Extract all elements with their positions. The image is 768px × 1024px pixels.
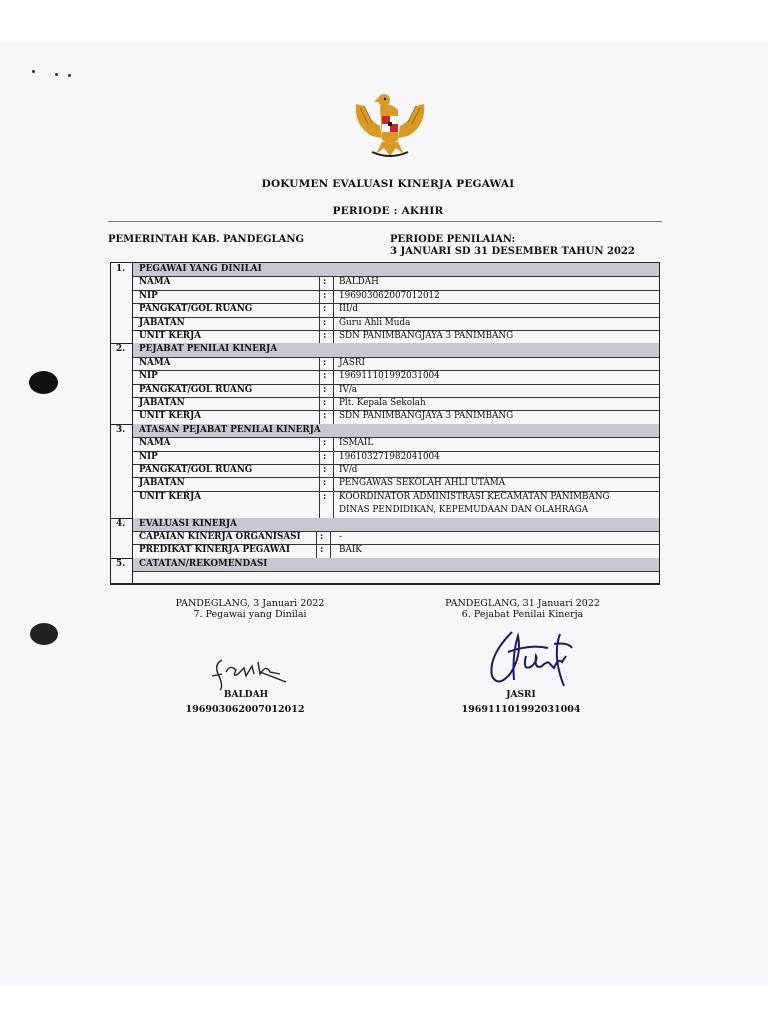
column-divider [319, 451, 320, 464]
section-title: CATATAN/REKOMENDASI [139, 558, 268, 569]
column-divider [333, 384, 334, 397]
section-number: 4. [116, 518, 126, 529]
field-label: NAMA [139, 357, 171, 368]
field-value: PENGAWAS SEKOLAH AHLI UTAMA [339, 478, 506, 489]
column-divider [333, 437, 334, 450]
field-colon: : [323, 451, 327, 462]
field-label: PANGKAT/GOL RUANG [139, 465, 253, 475]
signature-right-name: JASRI [506, 690, 536, 700]
column-divider [333, 464, 334, 477]
field-value: BALDAH [339, 277, 379, 288]
signature-right-role: 6. Pejabat Penilai Kinerja [461, 609, 584, 620]
column-divider [319, 437, 320, 450]
field-label: UNIT KERJA [139, 411, 202, 422]
signature-left-role: 7. Pegawai yang Dinilai [193, 609, 307, 620]
field-label: UNIT KERJA [139, 331, 202, 341]
institution-name: PEMERINTAH KAB. PANDEGLANG [108, 234, 305, 245]
row-divider [132, 571, 659, 572]
column-divider [319, 397, 320, 410]
page-margin-bottom [0, 986, 768, 1024]
signature-left-place-date: PANDEGLANG, 3 Januari 2022 [175, 598, 325, 609]
column-divider [333, 276, 334, 289]
number-column-divider [132, 263, 133, 584]
field-value: Plt. Kepala Sekolah [339, 398, 426, 408]
assessment-period-label: PERIODE PENILAIAN: [390, 234, 516, 245]
field-colon: : [323, 478, 327, 489]
signature-left-mark [208, 652, 288, 694]
field-value-line2: DINAS PENDIDIKAN, KEPEMUDAAN DAN OLAHRAGA [339, 505, 589, 516]
column-divider [316, 531, 317, 544]
document-title: DOKUMEN EVALUASI KINERJA PEGAWAI [261, 178, 515, 190]
column-divider [333, 410, 334, 423]
scan-speck [55, 73, 58, 76]
field-label: PREDIKAT KINERJA PEGAWAI [139, 545, 290, 556]
column-divider [319, 317, 320, 330]
signature-left-nip: 196903062007012012 [185, 704, 305, 715]
header-divider [108, 221, 662, 222]
row-divider [132, 437, 659, 438]
row-divider [132, 276, 659, 277]
field-value: Guru Ahli Muda [339, 317, 411, 328]
section-title: PEGAWAI YANG DINILAI [139, 264, 262, 274]
field-label: UNIT KERJA [139, 491, 202, 502]
field-colon: : [323, 290, 327, 301]
field-label: NIP [139, 371, 158, 382]
column-divider [319, 357, 320, 370]
field-value: 196911101992031004 [339, 371, 440, 382]
field-label: JABATAN [139, 398, 185, 408]
column-divider [319, 370, 320, 383]
column-divider [316, 544, 317, 557]
field-value: 196903062007012012 [339, 290, 440, 301]
evaluation-table [110, 262, 660, 585]
column-divider [333, 303, 334, 316]
column-divider [319, 491, 320, 518]
section-title: PEJABAT PENILAI KINERJA [139, 344, 278, 355]
scan-speck [32, 70, 35, 73]
field-colon: : [323, 317, 327, 328]
column-divider [319, 330, 320, 343]
column-divider [333, 477, 334, 490]
section-number: 2. [116, 344, 126, 355]
section-title: ATASAN PEJABAT PENILAI KINERJA [139, 424, 321, 435]
section-number: 1. [116, 264, 126, 274]
field-value: - [339, 532, 342, 542]
column-divider [333, 397, 334, 410]
field-colon: : [323, 371, 327, 382]
section-divider [111, 583, 659, 584]
punch-hole [29, 371, 58, 394]
signature-left-block [150, 598, 350, 620]
column-divider [330, 544, 331, 557]
signature-left-name: BALDAH [223, 690, 269, 700]
field-value: JASRI [339, 357, 366, 368]
field-value: SDN PANIMBANGJAYA 3 PANIMBANG [339, 331, 514, 341]
field-label: PANGKAT/GOL RUANG [139, 304, 253, 315]
section-number: 5. [116, 558, 126, 569]
signature-right-nip: 196911101992031004 [461, 704, 581, 715]
field-colon: : [323, 398, 327, 408]
field-value: III/d [339, 304, 359, 315]
field-colon: : [320, 545, 324, 556]
column-divider [333, 357, 334, 370]
punch-hole [30, 623, 58, 645]
column-divider [319, 477, 320, 490]
column-divider [330, 531, 331, 544]
field-value: 196103271982041004 [339, 451, 440, 462]
field-colon: : [323, 411, 327, 422]
column-divider [319, 303, 320, 316]
signature-right-place-date: PANDEGLANG, 31 Januari 2022 [445, 598, 600, 609]
column-divider [333, 451, 334, 464]
field-label: PANGKAT/GOL RUANG [139, 384, 253, 395]
field-value: SDN PANIMBANGJAYA 3 PANIMBANG [339, 411, 514, 422]
field-value: BAIK [339, 545, 362, 556]
column-divider [333, 290, 334, 303]
field-label: NIP [139, 290, 158, 301]
column-divider [319, 410, 320, 423]
garuda-emblem-icon [350, 86, 430, 164]
column-divider [333, 317, 334, 330]
column-divider [333, 370, 334, 383]
field-label: JABATAN [139, 317, 185, 328]
field-value: IV/d [339, 465, 358, 475]
row-divider [132, 357, 659, 358]
column-divider [333, 491, 334, 518]
field-colon: : [323, 357, 327, 368]
page-margin-top [0, 0, 768, 42]
column-divider [319, 276, 320, 289]
field-colon: : [320, 532, 324, 542]
column-divider [319, 290, 320, 303]
section-title: EVALUASI KINERJA [139, 518, 237, 529]
signature-right-mark [482, 626, 582, 692]
field-label: CAPAIAN KINERJA ORGANISASI [139, 532, 301, 542]
field-label: NAMA [139, 438, 171, 449]
field-label: NIP [139, 451, 158, 462]
section-number: 3. [116, 424, 126, 435]
column-divider [319, 384, 320, 397]
column-divider [333, 330, 334, 343]
field-label: NAMA [139, 277, 171, 288]
field-colon: : [323, 304, 327, 315]
field-value: KOORDINATOR ADMINISTRASI KECAMATAN PANIMBANG [339, 491, 610, 502]
field-colon: : [323, 465, 327, 475]
column-divider [319, 464, 320, 477]
field-colon: : [323, 277, 327, 288]
scan-speck [68, 74, 71, 77]
field-colon: : [323, 491, 327, 502]
signature-right-block [425, 598, 620, 620]
field-colon: : [323, 384, 327, 395]
field-label: JABATAN [139, 478, 185, 489]
field-value: ISMAIL [339, 438, 374, 449]
field-colon: : [323, 331, 327, 341]
assessment-period-value: 3 JANUARI SD 31 DESEMBER TAHUN 2022 [390, 246, 635, 257]
field-value: IV/a [339, 384, 358, 395]
document-period: PERIODE : AKHIR [332, 205, 444, 217]
field-colon: : [323, 438, 327, 449]
